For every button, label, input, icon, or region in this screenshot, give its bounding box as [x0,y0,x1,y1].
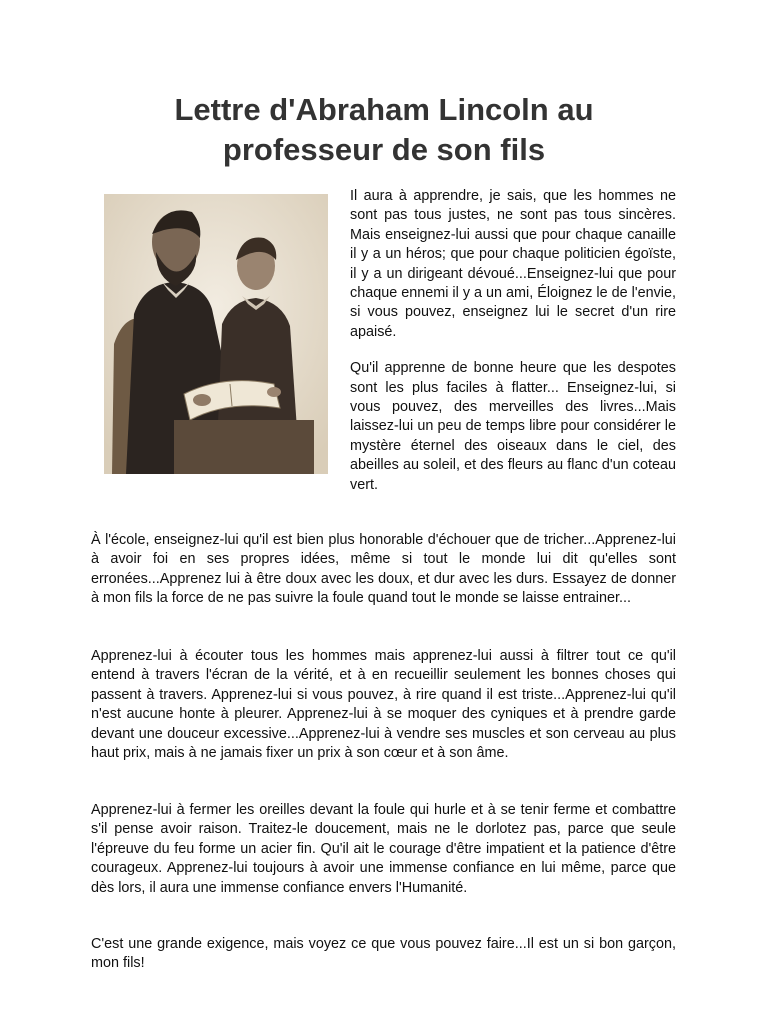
paragraph-4: Apprenez-lui à écouter tous les hommes mais apprenez-lui aussi à filtrer tout ce qu'il entend à travers l'écran de la vérité, et à en recueillir seulement les bonnes choses qui passent à travers. Apprenez-lui si vous pouvez, à rire quand il est triste...Apprenez-lui qu'il n'est aucune honte à pleurer. Apprenez-lui à se moquer des cyniques et à prendre garde devant une douceur excessive...Apprenez-lui à vendre ses muscles et son cerveau au plus haut prix, mais à ne jamais fixer un prix à son cœur et à son âme. [91,648,676,762]
paragraph-1: Il aura à apprendre, je sais, que les hommes ne sont pas tous justes, ne sont pas tous sincères. Mais enseignez-lui aussi que pour chaque canaille il y a un héros; que pour chaque politicien égoïste, il y a un dirigeant dévoué...Enseignez-lui que pour chaque ennemi il y a un ami, Éloignez le de l'envie, si vous pouvez, enseignez lui le secret d'un rire apaisé. [350,188,676,340]
title-line-2: professeur de son fils [222,132,546,167]
paragraph-6: C'est une grande exigence, mais voyez ce que vous pouvez faire...Il est un si bon garçon, mon fils! [91,936,676,972]
side-column [350,187,676,495]
lincoln-and-son-photo [104,194,328,474]
title-line-1: Lettre d'Abraham Lincoln au [174,92,594,127]
paragraph-2: Qu'il apprenne de bonne heure que les despotes sont les plus faciles à flatter... Enseignez-lui, si vous pouvez, des merveilles des livres...Mais laissez-lui un peu de temps libre pour considérer le mystère éternel des oiseaux dans le ciel, des abeilles au soleil, et des fleurs au flanc d'un coteau vert. [350,360,676,493]
paragraph-5: Apprenez-lui à fermer les oreilles devant la foule qui hurle et à se tenir ferme et combattre s'il pense avoir raison. Traitez-le doucement, mais ne le dorlotez pas, parce que seule l'épreuve du feu forme un acier fin. Qu'il ait le courage d'être impatient et la patience d'être courageux. Apprenez-lui toujours à avoir une immense confiance en lui même, parce que dès lors, il aura une immense confiance envers l'Humanité. [91,802,676,896]
paragraph-3: À l'école, enseignez-lui qu'il est bien plus honorable d'échouer que de tricher...Apprenez-lui à avoir foi en ses propres idées, même si tout le monde lui dit qu'elles sont erronées...Apprenez lui à être doux avec les doux, et dur avec les durs. Essayez de donner à mon fils la force de ne pas suivre la foule quand tout le monde se laisse entrainer... [91,532,676,607]
document-title [0,90,768,170]
